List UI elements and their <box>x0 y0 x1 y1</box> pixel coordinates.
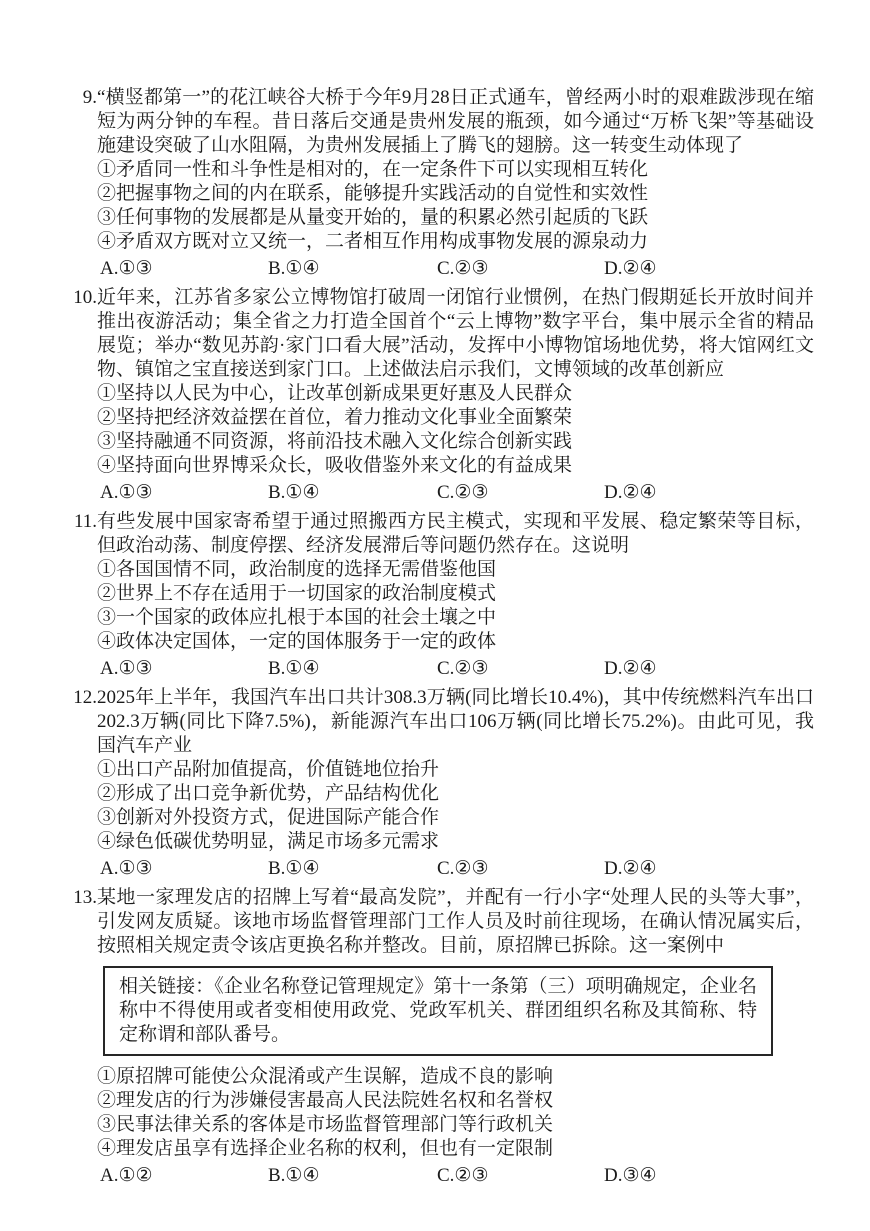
question-option: ①各国国情不同，政治制度的选择无需借鉴他国 <box>97 559 497 580</box>
answer-option-c: C.②③ <box>437 658 489 679</box>
answer-option-a: A.①③ <box>100 482 153 503</box>
question-stem: 有些发展中国家寄希望于通过照搬西方民主模式，实现和平发展、稳定繁荣等目标，但政治动荡、制度停摆、经济发展滞后等问题仍然存在。这说明 <box>97 511 814 556</box>
question <box>68 510 814 686</box>
related-link-box: 相关链接：《企业名称登记管理规定》第十一条第（三）项明确规定，企业名称中不得使用或者变相使用政党、党政军机关、群团组织名称及其简称、特定称谓和部队番号。 <box>103 966 773 1056</box>
answer-option-c: C.②③ <box>437 1165 489 1186</box>
question-number: 10. <box>73 287 97 308</box>
question-number: 13. <box>73 887 97 908</box>
question <box>68 686 814 886</box>
answer-option-b: B.①④ <box>268 482 320 503</box>
answer-option-b: B.①④ <box>268 658 320 679</box>
answer-row <box>97 1164 814 1188</box>
answer-row <box>97 857 814 881</box>
answer-option-d: D.②④ <box>604 482 657 503</box>
question-stem: “横竖都第一”的花江峡谷大桥于今年9月28日正式通车，曾经两小时的艰难跋涉现在缩短为两分钟的车程。昔日落后交通是贵州发展的瓶颈，如今通过“万桥飞架”等基础设施建设突破了山水阻隔，为贵州发展插上了腾飞的翅膀。这一转变生动体现了 <box>97 87 814 156</box>
question-option: ④绿色低碳优势明显，满足市场多元需求 <box>97 831 440 852</box>
question-stem: 某地一家理发店的招牌上写着“最高发院”，并配有一行小字“处理人民的头等大事”，引发网友质疑。该地市场监督管理部门工作人员及时前往现场，在确认情况属实后，按照相关规定责令该店更换名称并整改。目前，原招牌已拆除。这一案例中 <box>97 887 814 956</box>
answer-row <box>97 257 814 281</box>
question-option: ①出口产品附加值提高，价值链地位抬升 <box>97 759 440 780</box>
question-option: ③坚持融通不同资源，将前沿技术融入文化综合创新实践 <box>97 431 573 452</box>
question-stem: 2025年上半年，我国汽车出口共计308.3万辆(同比增长10.4%)，其中传统燃料汽车出口202.3万辆(同比下降7.5%)，新能源汽车出口106万辆(同比增长75.2%)。由此可见，我国汽车产业 <box>97 687 814 756</box>
question <box>68 86 814 286</box>
answer-option-b: B.①④ <box>268 858 320 879</box>
question <box>68 286 814 510</box>
answer-row <box>97 481 814 505</box>
answer-option-d: D.②④ <box>604 258 657 279</box>
question-option: ④坚持面向世界博采众长，吸收借鉴外来文化的有益成果 <box>97 455 573 476</box>
question-option: ①坚持以人民为中心，让改革创新成果更好惠及人民群众 <box>97 383 573 404</box>
answer-option-b: B.①④ <box>268 258 320 279</box>
question-stem: 近年来，江苏省多家公立博物馆打破周一闭馆行业惯例，在热门假期延长开放时间并推出夜游活动；集全省之力打造全国首个“云上博物”数字平台，集中展示全省的精品展览；举办“数见苏韵·家门口看大展”活动，发挥中小博物馆场地优势，将大馆网红文物、镇馆之宝直接送到家门口。上述做法启示我们，文博领域的改革创新应 <box>97 287 814 380</box>
answer-option-c: C.②③ <box>437 258 489 279</box>
question-option: ②世界上不存在适用于一切国家的政治制度模式 <box>97 583 497 604</box>
question-option: ③一个国家的政体应扎根于本国的社会土壤之中 <box>97 607 497 628</box>
question-number: 9. <box>82 87 97 108</box>
question-option: ③创新对外投资方式，促进国际产能合作 <box>97 807 440 828</box>
question-option: ③民事法律关系的客体是市场监督管理部门等行政机关 <box>97 1114 554 1135</box>
answer-option-a: A.①③ <box>100 658 153 679</box>
answer-option-d: D.③④ <box>604 1165 657 1186</box>
answer-option-a: A.①② <box>100 1165 153 1186</box>
question-option: ①原招牌可能使公众混淆或产生误解，造成不良的影响 <box>97 1066 554 1087</box>
question-option: ②把握事物之间的内在联系，能够提升实践活动的自觉性和实效性 <box>97 183 649 204</box>
question-number: 12. <box>73 687 97 708</box>
question-option: ④理发店虽享有选择企业名称的权利，但也有一定限制 <box>97 1138 554 1159</box>
question-option: ③任何事物的发展都是从量变开始的，量的积累必然引起质的飞跃 <box>97 207 649 228</box>
answer-option-d: D.②④ <box>604 858 657 879</box>
answer-option-a: A.①③ <box>100 858 153 879</box>
question <box>68 886 814 1193</box>
question-option: ④政体决定国体，一定的国体服务于一定的政体 <box>97 631 497 652</box>
question-option: ④矛盾双方既对立又统一，二者相互作用构成事物发展的源泉动力 <box>97 231 649 252</box>
question-option: ②坚持把经济效益摆在首位，着力推动文化事业全面繁荣 <box>97 407 573 428</box>
answer-option-c: C.②③ <box>437 482 489 503</box>
question-option: ②理发店的行为涉嫌侵害最高人民法院姓名权和名誉权 <box>97 1090 554 1111</box>
question-number: 11. <box>73 511 97 532</box>
question-option: ②形成了出口竞争新优势，产品结构优化 <box>97 783 440 804</box>
answer-row <box>97 657 814 681</box>
answer-option-d: D.②④ <box>604 658 657 679</box>
question-option: ①矛盾同一性和斗争性是相对的，在一定条件下可以实现相互转化 <box>97 159 649 180</box>
answer-option-b: B.①④ <box>268 1165 320 1186</box>
answer-option-a: A.①③ <box>100 258 153 279</box>
answer-option-c: C.②③ <box>437 858 489 879</box>
